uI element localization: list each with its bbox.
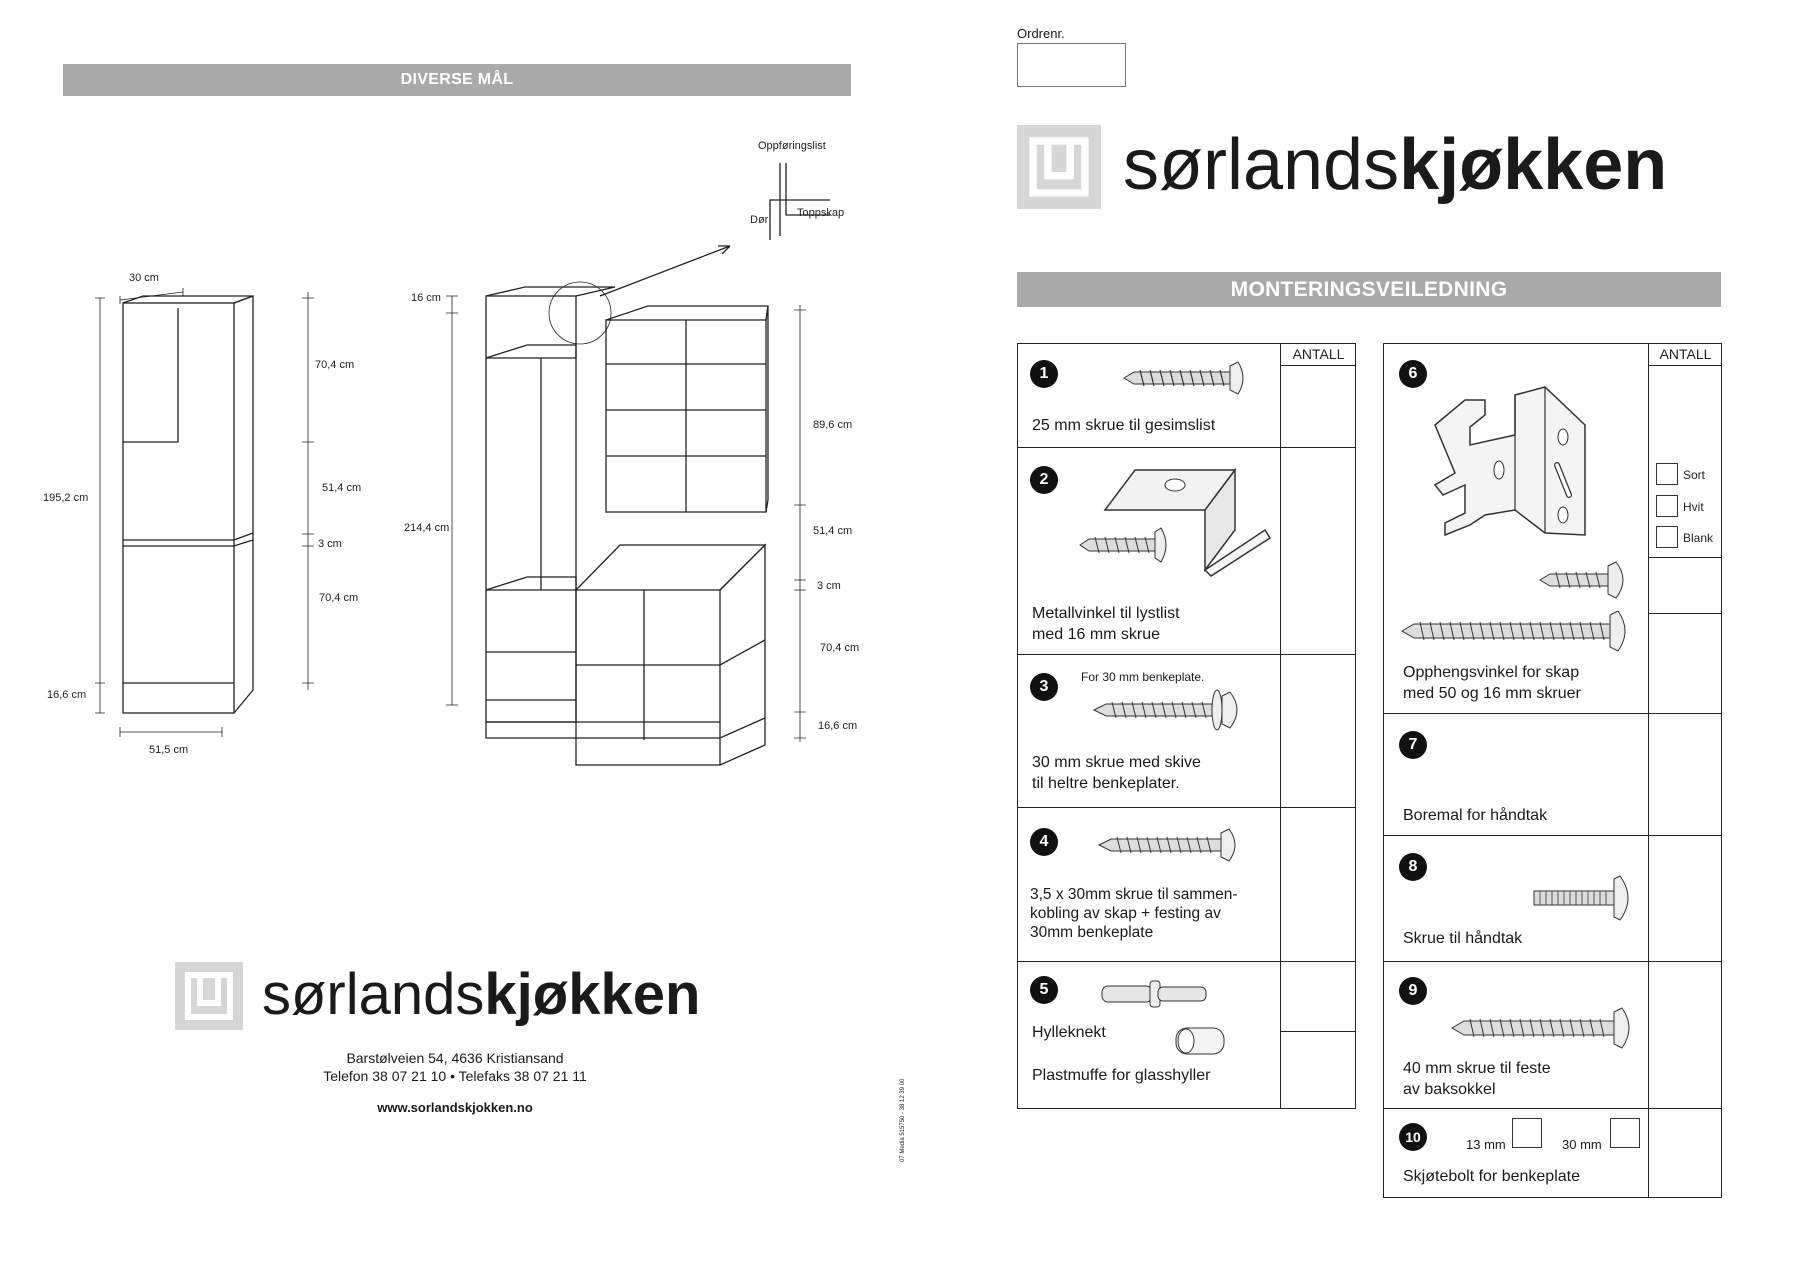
size-13mm-label: 13 mm xyxy=(1466,1137,1506,1152)
item-1-number: 1 xyxy=(1030,360,1058,388)
screw-25mm-icon xyxy=(1120,358,1250,398)
item-4-line-2: kobling av skap + festing av xyxy=(1030,905,1221,922)
checkbox-13mm[interactable] xyxy=(1512,1118,1542,1148)
dim-front-upper: 89,6 cm xyxy=(813,419,853,431)
antall-header-left: ANTALL xyxy=(1292,346,1345,362)
dim-side-middle: 51,4 cm xyxy=(322,482,362,494)
brand-logo-light: sørlands xyxy=(262,962,485,1027)
dim-front-middle: 51,4 cm xyxy=(813,525,853,537)
brand-logo-mark-right xyxy=(1017,125,1101,209)
website-link[interactable]: www.sorlandskjokken.no xyxy=(377,1100,533,1115)
shelf-pin-icon xyxy=(1100,978,1210,1012)
plastic-sleeve-icon xyxy=(1172,1024,1232,1058)
dim-side-lower: 70,4 cm xyxy=(319,592,359,604)
cabinet-drawing xyxy=(0,0,900,820)
row-divider xyxy=(1648,557,1722,558)
item-6-line-1: Opphengsvinkel for skap xyxy=(1403,664,1580,681)
dim-side-total-height: 195,2 cm xyxy=(43,492,89,504)
dim-side-width-top: 30 cm xyxy=(129,272,159,284)
brand-logo-bold-right: kjøkken xyxy=(1399,125,1668,205)
item-3-note: For 30 mm benkeplate. xyxy=(1081,670,1205,684)
screw-with-washer-icon xyxy=(1092,688,1247,733)
antall-header-line-left xyxy=(1280,365,1356,366)
row-divider xyxy=(1017,807,1356,808)
item-4-line-3: 30mm benkeplate xyxy=(1030,924,1154,941)
checkbox-sort[interactable] xyxy=(1656,463,1678,485)
item-10-number: 10 xyxy=(1399,1123,1427,1151)
item-6-desc xyxy=(1403,662,1581,704)
row-divider xyxy=(1383,961,1722,962)
address: Barstølveien 54, 4636 Kristiansand xyxy=(346,1050,564,1066)
right-header-bar: MONTERINGSVEILEDNING xyxy=(1017,272,1721,307)
dim-front-gap: 3 cm xyxy=(817,580,841,592)
dim-side-depth: 51,5 cm xyxy=(149,744,189,756)
item-5-line-1: Hylleknekt xyxy=(1032,1024,1106,1041)
item-6-number: 6 xyxy=(1399,360,1427,388)
size-30mm-label: 30 mm xyxy=(1562,1137,1602,1152)
checkbox-30mm[interactable] xyxy=(1610,1118,1640,1148)
checkbox-sort-label: Sort xyxy=(1683,468,1706,482)
screw-40mm-icon xyxy=(1450,1006,1640,1050)
dim-side-plinth: 16,6 cm xyxy=(47,689,87,701)
item-7-line-1: Boremal for håndtak xyxy=(1403,807,1548,824)
item-5-number: 5 xyxy=(1030,976,1058,1004)
checkbox-blank-label: Blank xyxy=(1683,531,1714,545)
metal-bracket-icon xyxy=(1075,460,1275,585)
label-toppskap: Toppskap xyxy=(797,207,845,219)
checkbox-blank[interactable] xyxy=(1656,526,1678,548)
label-dor: Dør xyxy=(750,214,769,226)
handle-screw-icon xyxy=(1532,873,1637,923)
item-5-desc xyxy=(1032,1022,1106,1043)
phone-fax: Telefon 38 07 21 10 • Telefaks 38 07 21 11 xyxy=(323,1068,587,1084)
item-1-desc xyxy=(1032,415,1215,436)
dim-front-top: 16 cm xyxy=(411,292,441,304)
checkbox-hvit[interactable] xyxy=(1656,495,1678,517)
item-9-line-1: 40 mm skrue til feste xyxy=(1403,1060,1551,1077)
screw-35x30-icon xyxy=(1097,825,1247,865)
item-9-desc xyxy=(1403,1058,1551,1100)
dim-front-total: 214,4 cm xyxy=(404,522,450,534)
item-8-number: 8 xyxy=(1399,853,1427,881)
row-divider xyxy=(1017,447,1356,448)
dim-side-gap: 3 cm xyxy=(318,538,342,550)
antall-header-right: ANTALL xyxy=(1659,346,1712,362)
dim-front-plinth: 16,6 cm xyxy=(818,720,858,732)
dim-front-lower: 70,4 cm xyxy=(820,642,860,654)
antall-divider-right xyxy=(1648,343,1649,1198)
label-oppforingslist: Oppføringslist xyxy=(758,140,826,152)
item-3-desc xyxy=(1032,752,1201,794)
print-code: 07 Media 515750 - 38 12 39 00 xyxy=(900,1078,906,1162)
row-divider xyxy=(1648,613,1722,614)
antall-header-line-right xyxy=(1648,365,1722,366)
row-divider xyxy=(1383,835,1722,836)
item-2-number: 2 xyxy=(1030,466,1058,494)
item-3-line-1: 30 mm skrue med skive xyxy=(1032,754,1201,771)
item-10-line-1: Skjøtebolt for benkeplate xyxy=(1403,1168,1580,1185)
item-1-line-1: 25 mm skrue til gesimslist xyxy=(1032,417,1216,434)
item-9-line-2: av baksokkel xyxy=(1403,1081,1496,1098)
item-8-desc xyxy=(1403,928,1522,949)
item-10-desc xyxy=(1403,1166,1580,1187)
item-3-line-2: til heltre benkeplater. xyxy=(1032,775,1180,792)
brand-logo-text-right xyxy=(1123,123,1667,207)
row-divider xyxy=(1280,1031,1356,1032)
row-divider xyxy=(1017,654,1356,655)
row-divider xyxy=(1383,713,1722,714)
item-3-number: 3 xyxy=(1030,673,1058,701)
hanging-bracket-icon xyxy=(1425,385,1595,545)
item-6-line-2: med 50 og 16 mm skruer xyxy=(1403,685,1581,702)
order-label: Ordrenr. xyxy=(1017,26,1065,41)
item-2-line-2: med 16 mm skrue xyxy=(1032,626,1161,643)
row-divider xyxy=(1017,961,1356,962)
brand-logo-mark xyxy=(175,962,243,1030)
brand-logo-text xyxy=(262,962,700,1028)
item-7-number: 7 xyxy=(1399,731,1427,759)
item-4-desc xyxy=(1030,885,1238,942)
order-number-field[interactable] xyxy=(1017,43,1126,87)
item-4-line-1: 3,5 x 30mm skrue til sammen- xyxy=(1030,886,1238,903)
left-header-bar: DIVERSE MÅL xyxy=(63,64,851,96)
row-divider xyxy=(1383,1108,1722,1109)
checkbox-hvit-label: Hvit xyxy=(1683,500,1704,514)
item-9-number: 9 xyxy=(1399,977,1427,1005)
screw-50mm-icon xyxy=(1400,609,1635,653)
brand-logo-bold: kjøkken xyxy=(484,962,701,1027)
brand-logo-light-right: sørlands xyxy=(1123,125,1400,205)
item-2-line-1: Metallvinkel til lystlist xyxy=(1032,605,1180,622)
item-5-desc-2: Plastmuffe for glasshyller xyxy=(1032,1067,1211,1084)
item-7-desc xyxy=(1403,805,1547,826)
item-4-number: 4 xyxy=(1030,828,1058,856)
item-8-line-1: Skrue til håndtak xyxy=(1403,930,1523,947)
antall-divider-left xyxy=(1280,343,1281,1109)
dim-side-upper: 70,4 cm xyxy=(315,359,355,371)
screw-16mm-icon xyxy=(1538,560,1633,600)
item-2-desc xyxy=(1032,603,1180,645)
